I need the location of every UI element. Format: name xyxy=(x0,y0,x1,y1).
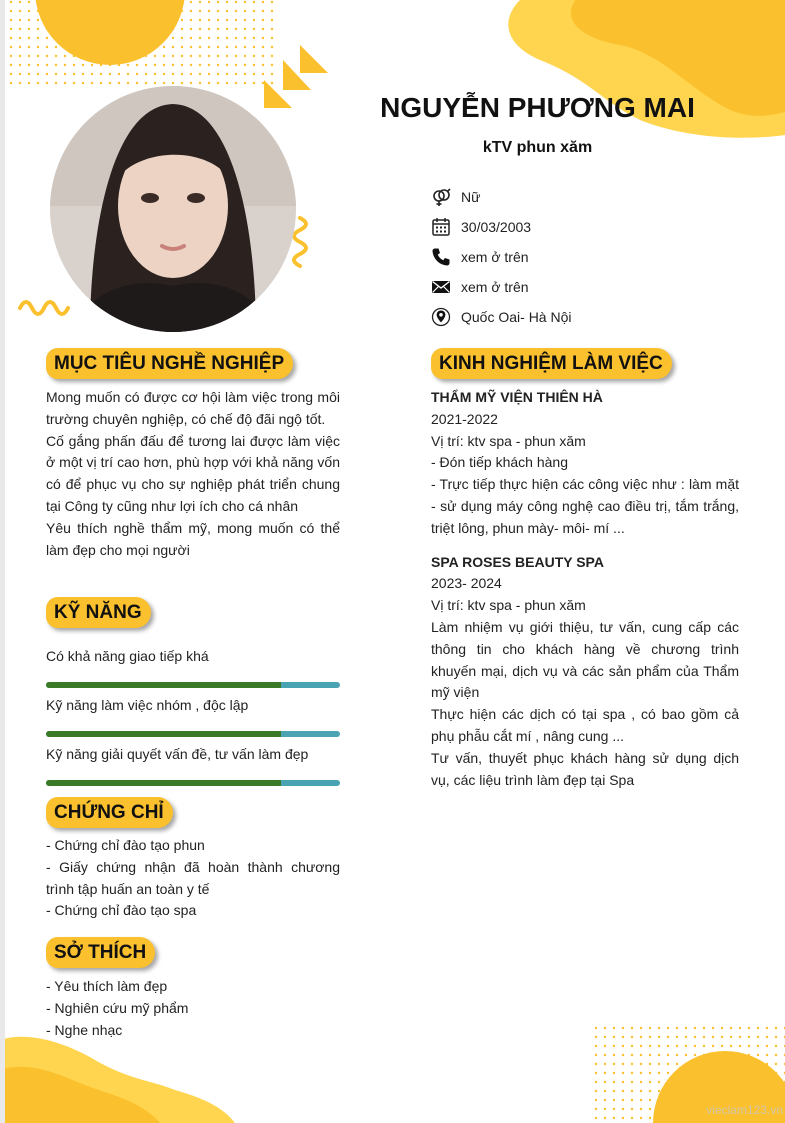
skills-section xyxy=(46,646,340,793)
location-icon xyxy=(430,306,452,328)
job-period: 2023- 2024 xyxy=(431,575,502,592)
certificates-heading: CHỨNG CHỈ xyxy=(46,797,173,828)
email-icon xyxy=(430,276,452,298)
certificates-section xyxy=(46,835,340,922)
hobby-item: - Nghe nhạc xyxy=(46,1021,123,1038)
watermark: vieclam123.vn xyxy=(706,1103,783,1117)
objective-paragraph: Mong muốn có được cơ hội làm việc trong môi trường chuyên nghiệp, có chế độ đãi ngộ tốt. xyxy=(46,389,340,427)
certificate-item: - Chứng chỉ đào tạo phun xyxy=(46,837,205,853)
job-title: kTV phun xăm xyxy=(482,139,593,156)
experience-heading: KINH NGHIỆM LÀM VIỆC xyxy=(431,348,672,379)
phone-icon xyxy=(430,246,452,268)
skills-heading: KỸ NĂNG xyxy=(46,597,151,628)
page-edge xyxy=(0,0,5,1123)
contact-gender xyxy=(430,182,750,212)
contact-list xyxy=(430,182,750,332)
contact-phone xyxy=(430,242,750,272)
skill-bar xyxy=(46,780,340,786)
job-line: Làm nhiệm vụ giới thiệu, tư vấn, cung cấp các thông tin cho khách hàng về chương trình khuyến mại, dịch vụ và các sản phẩm của Thẩm mỹ viện xyxy=(431,618,739,701)
hobbies-heading: SỞ THÍCH xyxy=(46,937,155,968)
objective-paragraph: Cố gắng phấn đấu để tương lai được làm việc ở một vị trí cao hơn, phù hợp với khả năng vốn có để phục vụ cho sự nghiệp phát triển chung tại Công ty cũng như lợi ích cho cá nhân xyxy=(46,432,340,514)
objective-paragraph: Yêu thích nghề thẩm mỹ, mong muốn có thể làm đẹp cho mọi người xyxy=(46,519,340,558)
skill-item xyxy=(46,695,340,744)
skill-item xyxy=(46,744,340,793)
job-company: SPA ROSES BEAUTY SPA xyxy=(431,553,604,570)
skill-name: Kỹ năng giải quyết vấn đề, tư vấn làm đẹp xyxy=(46,746,309,762)
contact-location-text: Quốc Oai- Hà Nội xyxy=(461,309,572,325)
job-line: - Đón tiếp khách hàng xyxy=(431,454,568,471)
candidate-name: NGUYỄN PHƯƠNG MAI xyxy=(380,92,695,123)
contact-birthday-text: 30/03/2003 xyxy=(461,219,532,235)
contact-phone-text: xem ở trên xyxy=(461,249,529,265)
hobbies-section xyxy=(46,976,340,1041)
skill-bar xyxy=(46,682,340,688)
job-line: - Trực tiếp thực hiện các công việc như : làm mặt - sử dụng máy công nghệ cao điều trị, tắm trắng, triệt lông, phun mày- môi- mí ... xyxy=(431,476,739,536)
certificate-item: - Chứng chỉ đào tạo spa xyxy=(46,902,197,919)
objective-heading: MỤC TIÊU NGHỀ NGHIỆP xyxy=(46,348,293,379)
job-entry xyxy=(431,387,739,540)
job-line: Thực hiện các dịch có tại spa , có bao gồm cả phụ phẫu cắt mí , nâng cung ... xyxy=(431,706,739,744)
job-period: 2021-2022 xyxy=(431,410,498,427)
skill-item xyxy=(46,646,340,695)
hobby-item: - Nghiên cứu mỹ phẩm xyxy=(46,999,189,1016)
gender-icon xyxy=(430,186,452,208)
profile-photo xyxy=(50,86,296,332)
skill-bar-fill xyxy=(46,780,281,786)
job-entry xyxy=(431,552,739,792)
job-line: Vị trí: ktv spa - phun xăm xyxy=(431,597,586,614)
contact-email xyxy=(430,272,750,302)
contact-birthday xyxy=(430,212,750,242)
certificate-item: - Giấy chứng nhận đã hoàn thành chương trình tập huấn an toàn y tế xyxy=(46,858,340,897)
job-line: Tư vấn, thuyết phục khách hàng sử dụng dịch vụ, các liệu trình làm đẹp tại Spa xyxy=(431,749,739,788)
hobby-item: - Yêu thích làm đẹp xyxy=(46,978,168,994)
job-company: THẨM MỸ VIỆN THIÊN HÀ xyxy=(431,389,603,405)
skill-bar xyxy=(46,731,340,737)
contact-location xyxy=(430,302,750,332)
skill-bar-fill xyxy=(46,731,281,737)
experience-section xyxy=(431,387,739,803)
job-line: Vị trí: ktv spa - phun xăm xyxy=(431,432,586,449)
objective-section xyxy=(46,387,340,561)
skill-bar-fill xyxy=(46,682,281,688)
skill-name: Kỹ năng làm việc nhóm , độc lập xyxy=(46,697,249,713)
skill-name: Có khả năng giao tiếp khá xyxy=(46,648,209,664)
contact-gender-text: Nữ xyxy=(461,189,481,205)
contact-email-text: xem ở trên xyxy=(461,279,529,295)
calendar-icon xyxy=(430,216,452,238)
